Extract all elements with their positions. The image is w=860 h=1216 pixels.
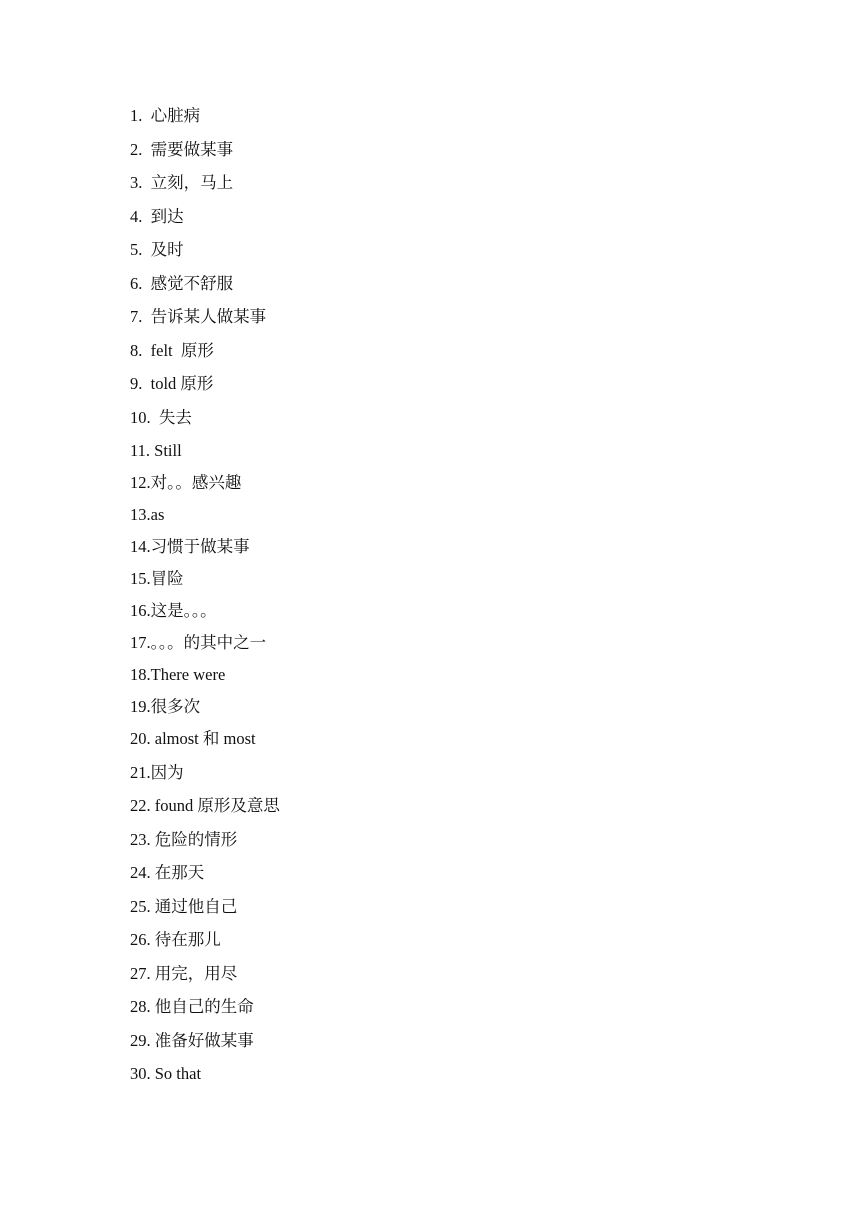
- item-number: 20.: [130, 729, 151, 748]
- item-number: 5.: [130, 240, 143, 259]
- list-item: [130, 726, 730, 760]
- item-number: 30.: [130, 1064, 151, 1083]
- item-text: 在那天: [154, 863, 205, 882]
- item-number: 16.: [130, 601, 151, 620]
- item-text: 告诉某人做某事: [150, 307, 267, 326]
- item-text: as: [150, 505, 165, 524]
- item-text: 冒险: [150, 569, 184, 588]
- list-item: [130, 1061, 730, 1095]
- list-item: [130, 470, 730, 502]
- item-text: So that: [154, 1064, 202, 1083]
- item-text: 心脏病: [150, 106, 201, 125]
- item-number: 19.: [130, 697, 151, 716]
- list-item: [130, 338, 730, 372]
- item-number: 24.: [130, 863, 151, 882]
- list-item: [130, 405, 730, 439]
- item-number: 9.: [130, 374, 143, 393]
- item-text: 需要做某事: [150, 139, 234, 159]
- item-text: 他自己的生命: [154, 997, 254, 1016]
- item-number: 25.: [130, 896, 151, 916]
- item-number: 2.: [130, 139, 143, 159]
- item-number: 10.: [130, 407, 151, 427]
- item-text: 到达: [150, 206, 184, 226]
- item-number: 6.: [130, 273, 143, 293]
- item-text: 准备好做某事: [154, 1030, 254, 1050]
- list-item: [130, 1028, 730, 1062]
- item-text: 因为: [150, 762, 184, 782]
- item-text: 对。。感兴趣: [150, 473, 242, 492]
- item-text: 及时: [150, 240, 184, 259]
- item-number: 1.: [130, 106, 143, 125]
- item-number: 7.: [130, 307, 143, 326]
- list-item: [130, 927, 730, 961]
- list-item: [130, 827, 730, 861]
- list-item: [130, 566, 730, 598]
- list-item: [130, 630, 730, 662]
- item-text: almost 和 most: [154, 729, 256, 748]
- list-item: [130, 793, 730, 827]
- list-item: [130, 894, 730, 928]
- list-item: [130, 237, 730, 271]
- list-item: [130, 204, 730, 238]
- item-number: 23.: [130, 829, 151, 849]
- item-number: 15.: [130, 569, 151, 588]
- item-number: 17.: [130, 633, 151, 652]
- list-item: [130, 137, 730, 171]
- list-item: [130, 760, 730, 794]
- item-number: 18.: [130, 665, 151, 684]
- list-item: [130, 271, 730, 305]
- list-item: [130, 994, 730, 1028]
- item-number: 29.: [130, 1030, 151, 1050]
- item-number: 8.: [130, 340, 143, 360]
- item-number: 4.: [130, 206, 143, 226]
- list-item: [130, 598, 730, 630]
- vocabulary-list: [130, 103, 730, 1095]
- list-item: [130, 103, 730, 137]
- item-text: felt 原形: [150, 340, 214, 360]
- item-number: 27.: [130, 963, 151, 983]
- item-number: 3.: [130, 173, 143, 192]
- list-item: [130, 170, 730, 204]
- item-text: 很多次: [150, 697, 201, 716]
- item-text: 感觉不舒服: [150, 273, 234, 293]
- item-text: 危险的情形: [154, 829, 238, 849]
- list-item: [130, 502, 730, 534]
- item-number: 26.: [130, 930, 151, 949]
- list-item: [130, 860, 730, 894]
- item-text: 。。。的其中之一: [150, 633, 267, 652]
- item-number: 22.: [130, 796, 151, 815]
- item-text: 习惯于做某事: [150, 537, 250, 556]
- item-text: 失去: [154, 407, 192, 427]
- list-item: [130, 371, 730, 405]
- item-text: Still: [154, 441, 182, 460]
- item-text: 用完，用尽: [154, 963, 238, 983]
- list-item: [130, 961, 730, 995]
- item-number: 13.: [130, 505, 151, 524]
- list-item: [130, 304, 730, 338]
- item-text: told 原形: [150, 374, 214, 393]
- item-text: found 原形及意思: [154, 796, 280, 815]
- item-number: 11.: [130, 441, 151, 460]
- list-item: [130, 534, 730, 566]
- item-number: 21.: [130, 762, 151, 782]
- list-item: [130, 662, 730, 694]
- item-text: 待在那儿: [154, 930, 221, 949]
- item-number: 12.: [130, 473, 151, 492]
- item-text: 立刻，马上: [150, 173, 234, 192]
- list-item: [130, 438, 730, 470]
- item-number: 14.: [130, 537, 151, 556]
- list-item: [130, 694, 730, 726]
- item-text: 这是。。。: [150, 601, 217, 620]
- item-number: 28.: [130, 997, 151, 1016]
- item-text: 通过他自己: [154, 896, 238, 916]
- item-text: There were: [150, 665, 226, 684]
